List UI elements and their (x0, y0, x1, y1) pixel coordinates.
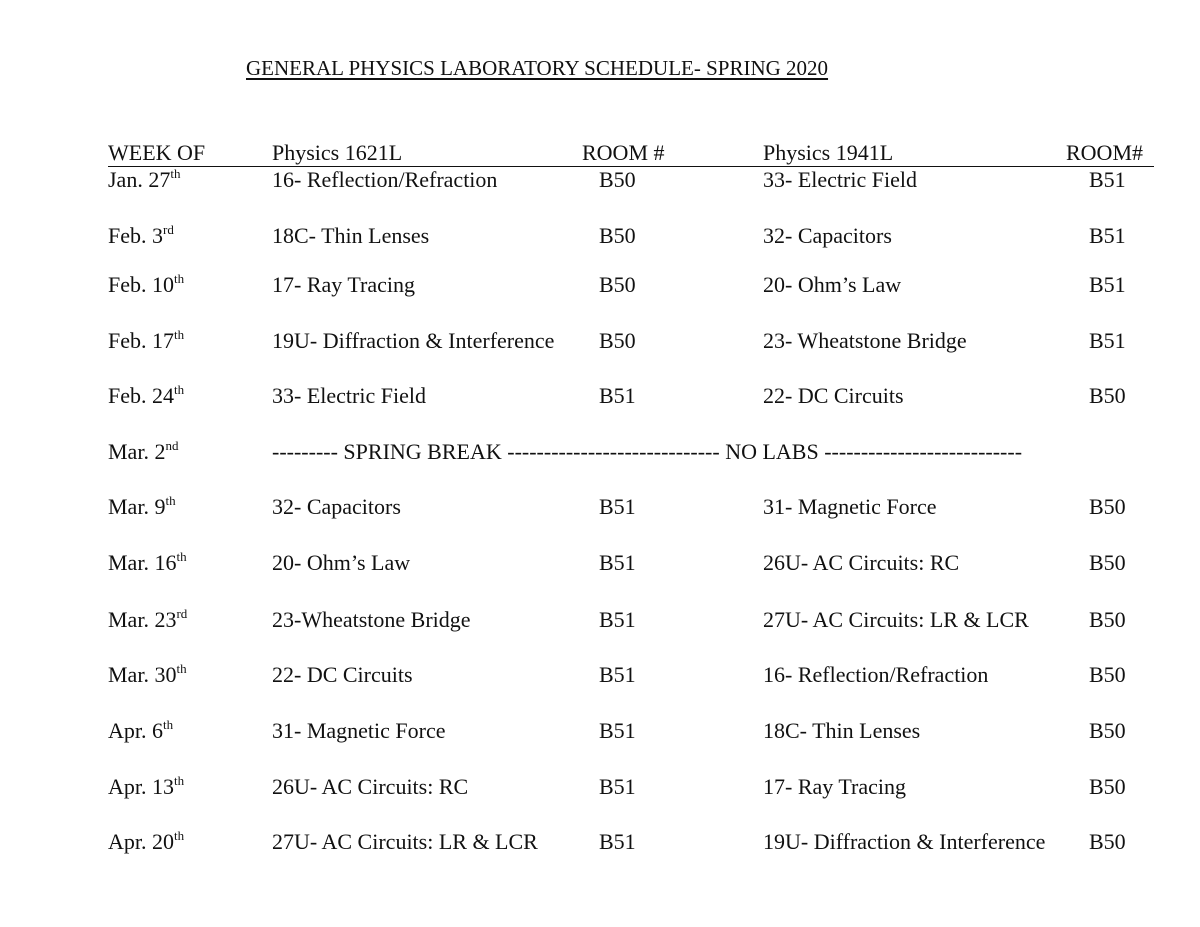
lab-1621-cell: 16- Reflection/Refraction (272, 167, 498, 192)
spring-break-notice: --------- SPRING BREAK ----------------------------- NO LABS --------------------------- (272, 439, 1023, 464)
room-1941-cell: B50 (1089, 774, 1126, 799)
week-cell: Feb. 3rd (108, 222, 174, 248)
room-1621-cell: B51 (599, 718, 636, 743)
lab-1941-cell: 17- Ray Tracing (763, 774, 906, 799)
room-1621-cell: B51 (599, 662, 636, 687)
room-1621-cell: B51 (599, 494, 636, 519)
table-row (108, 550, 1154, 578)
ordinal-suffix: rd (176, 606, 188, 621)
lab-1621-cell: 31- Magnetic Force (272, 718, 446, 743)
week-cell: Mar. 30th (108, 661, 187, 687)
room-1941-cell: B51 (1089, 223, 1126, 248)
header-week-of: WEEK OF (108, 140, 206, 165)
room-1941-cell: B50 (1089, 550, 1126, 575)
week-cell: Apr. 13th (108, 773, 185, 799)
table-row (108, 607, 1154, 635)
lab-1941-cell: 16- Reflection/Refraction (763, 662, 989, 687)
ordinal-suffix: th (174, 382, 185, 397)
lab-1621-cell: 27U- AC Circuits: LR & LCR (272, 829, 538, 854)
room-1941-cell: B51 (1089, 167, 1126, 192)
lab-1621-cell: 26U- AC Circuits: RC (272, 774, 469, 799)
room-1941-cell: B50 (1089, 383, 1126, 408)
room-1941-cell: B51 (1089, 328, 1126, 353)
table-row (108, 167, 1154, 195)
table-row (108, 829, 1154, 857)
header-room-2: ROOM# (1066, 140, 1144, 165)
table-row (108, 774, 1154, 802)
week-cell: Mar. 23rd (108, 606, 188, 632)
document-title: GENERAL PHYSICS LABORATORY SCHEDULE- SPRING 2020 (246, 56, 829, 80)
lab-1941-cell: 27U- AC Circuits: LR & LCR (763, 607, 1029, 632)
lab-1621-cell: 33- Electric Field (272, 383, 426, 408)
ordinal-suffix: th (170, 166, 181, 181)
room-1941-cell: B51 (1089, 272, 1126, 297)
lab-1621-cell: 19U- Diffraction & Interference (272, 328, 555, 353)
week-cell: Feb. 17th (108, 327, 185, 353)
table-row (108, 383, 1154, 411)
lab-1941-cell: 33- Electric Field (763, 167, 917, 192)
week-cell: Apr. 6th (108, 717, 174, 743)
room-1941-cell: B50 (1089, 662, 1126, 687)
room-1621-cell: B51 (599, 829, 636, 854)
ordinal-suffix: th (174, 327, 185, 342)
week-cell: Mar. 16th (108, 549, 187, 575)
room-1621-cell: B50 (599, 223, 636, 248)
ordinal-suffix: nd (165, 438, 179, 453)
lab-1941-cell: 18C- Thin Lenses (763, 718, 921, 743)
room-1621-cell: B50 (599, 272, 636, 297)
ordinal-suffix: rd (163, 222, 174, 237)
room-1621-cell: B51 (599, 607, 636, 632)
table-row-spring-break (108, 439, 1154, 467)
room-1941-cell: B50 (1089, 494, 1126, 519)
room-1621-cell: B50 (599, 328, 636, 353)
week-cell: Feb. 24th (108, 382, 185, 408)
ordinal-suffix: th (176, 549, 187, 564)
room-1941-cell: B50 (1089, 607, 1126, 632)
table-header (108, 140, 1154, 167)
header-room-1: ROOM # (582, 140, 665, 165)
room-1941-cell: B50 (1089, 829, 1126, 854)
week-cell: Mar. 9th (108, 493, 176, 519)
table-row (108, 328, 1154, 356)
table-row (108, 718, 1154, 746)
room-1621-cell: B51 (599, 383, 636, 408)
room-1941-cell: B50 (1089, 718, 1126, 743)
week-cell: Mar. 2nd (108, 438, 179, 464)
lab-1941-cell: 26U- AC Circuits: RC (763, 550, 960, 575)
lab-1941-cell: 22- DC Circuits (763, 383, 904, 408)
table-row (108, 223, 1154, 251)
room-1621-cell: B51 (599, 774, 636, 799)
header-physics-1941l: Physics 1941L (763, 140, 894, 165)
ordinal-suffix: th (174, 773, 185, 788)
lab-1941-cell: 23- Wheatstone Bridge (763, 328, 967, 353)
lab-1621-cell: 23-Wheatstone Bridge (272, 607, 471, 632)
ordinal-suffix: th (174, 271, 185, 286)
week-cell: Feb. 10th (108, 271, 185, 297)
week-cell: Apr. 20th (108, 828, 185, 854)
table-row (108, 494, 1154, 522)
lab-1941-cell: 19U- Diffraction & Interference (763, 829, 1046, 854)
lab-1621-cell: 22- DC Circuits (272, 662, 413, 687)
ordinal-suffix: th (163, 717, 174, 732)
header-physics-1621l: Physics 1621L (272, 140, 403, 165)
ordinal-suffix: th (165, 493, 176, 508)
lab-1941-cell: 31- Magnetic Force (763, 494, 937, 519)
table-row (108, 662, 1154, 690)
room-1621-cell: B51 (599, 550, 636, 575)
lab-1941-cell: 32- Capacitors (763, 223, 892, 248)
lab-1621-cell: 20- Ohm’s Law (272, 550, 411, 575)
ordinal-suffix: th (176, 661, 187, 676)
week-cell: Jan. 27th (108, 166, 181, 192)
table-row (108, 272, 1154, 300)
ordinal-suffix: th (174, 828, 185, 843)
lab-1621-cell: 32- Capacitors (272, 494, 401, 519)
lab-1941-cell: 20- Ohm’s Law (763, 272, 902, 297)
lab-1621-cell: 17- Ray Tracing (272, 272, 415, 297)
lab-1621-cell: 18C- Thin Lenses (272, 223, 430, 248)
room-1621-cell: B50 (599, 167, 636, 192)
